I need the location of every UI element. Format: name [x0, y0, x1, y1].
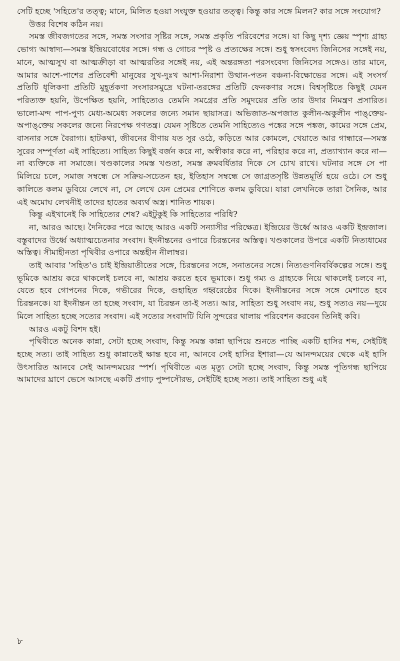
paragraph: সমস্ত জীবজগতের সঙ্গে, সমস্ত সংসার সৃষ্টির সঙ্গে, সমস্ত প্রকৃতি পরিবেশের সঙ্গে। যা কিছু দৃশ্য জ্ঞেয় স্পৃশ্য গ্রাহ্য ভোগ্য আস্বাদ্য—সমস্ত ইন্দ্রিয়বোধের সঙ্গে। গন্ধ ও গোচর স্পৃষ্ট ও প্রত্যক্ষের সঙ্গে। শুধু স্বসংবেদ্য জিনিসের সঙ্গেই নয়, মানে, আত্মসুখ বা আত্মক্রীড়া বা আত্মরতির সঙ্গেই নয়, এই অন্তরঙ্গতা পরসংবেদ্য জিনিসের সঙ্গেও। তার মানে, আমার আশে-পাশের প্রতিবেশী মানুষের সুখ-দুঃখ আশা-নিরাশা উত্থান-পতন বঞ্চনা-বিক্ষোভের সঙ্গে। এই সংসর্গ প্রতিটি ধূলিকণা প্রতিটি মুহূর্তকণা সংসারসমুদ্রে ঘটনা-তরঙ্গের প্রতিটি ফেনকণার সঙ্গে। বিশ্বসৃষ্টিতে কিছুই যেমন পরিত্যক্ত হয়নি, উপেক্ষিত হয়নি, সাহিত্যেও তেমনি সমগ্রের প্রতি সমুদয়ের প্রতি তার উদার নিমন্ত্রণ প্রসারিত। ভালো-মন্দ পাপ-পুণ্য মেধ্য-অমেধ্য সকলের জন্যে সমান ছায়াসত্র। অভিজাত-অপজাত কুলীন-অকুলীন পাঙ্‌ক্তেয়-অপাঙ্‌ক্তেয় সকলের জন্যে নিরপেক্ষ গণতন্ত্র। যেমন সৃষ্টিতে তেমনি সাহিত্যেও পঙ্কের সঙ্গে পঙ্কজ, কামের সঙ্গে প্রেম, বাসনার সঙ্গে বৈরাগ্য। হাটকথা, জীবনের বীণায় যত সুর ওঠে, কড়িতে আর কোমলে, খেয়াতে আর গান্ধারে—সমস্ত সুরের সম্পূর্ণতা এই সাহিত্যে। সাহিত্য কিছুই বর্জন করে না, অস্বীকার করে না, পরিহার করে না, প্রত্যাখ্যান করে না—না ব্যক্তিকে না সমাজে। খণ্ডকালের সমস্ত খণ্ডতা, সমস্ত ক্রমবর্ধিতার দিকে সে চোখ রাখে। ঘটনার সঙ্গে সে পা মিলিয়ে চলে, সমাজ সম্বন্ধে সে সক্রিয়-সচেতন হয়, ইতিহাস সম্বন্ধে সে জাগ্রতসৃষ্টি উন্নতমূর্তি হয়ে ওঠে। সে শুধু কালিতে কলম ডুবিয়ে লেখে না, সে লেখে যেন প্রেমের শোণিতে কলম ডুবিয়ে। যারা লেখনিকে তারা সৈনিক, আর এই অমোঘ লেখনীই তাদের হাতের অব্যর্থ অস্ত্র। শানিত শায়ক।	[17, 31, 387, 207]
paragraph: সেটি হচ্ছে 'সহিতে'র তত্ত্ব; মানে, মিলিত হওয়া সংযুক্ত হওয়ার তত্ত্ব। কিন্তু কার সঙ্গে মিলন? কার সঙ্গে সংযোগ?	[17, 6, 381, 16]
page-number: ৮	[17, 637, 23, 647]
paragraph: পৃথিবীতে অনেক কান্না, সেটা হচ্ছে সংবাদ, কিন্তু সমস্ত কান্না ছাপিয়ে শুনতে পাচ্ছি একটি হাসির শব্দ, সেইটিই হচ্ছে সত্য। তাই সাহিত্য শুধু কান্নাতেই ক্ষান্ত হবে না, আনবে সেই হাসির ইশারা—যে আনন্দময়ের থেকে এই হাসি উৎসারিত আনবে সেই আনন্দময়ের স্পর্শ। পৃথিবীতে এত মৃত্যু সেটা হচ্ছে সংবাদ, কিন্তু সমস্ত পূতিগন্ধ ছাপিয়ে আমাদের ঘ্রাণে ভেসে আসছে একটি প্রগাঢ় পুষ্পসৌরভ, সেইটিই হচ্ছে সত্য। তাই সাহিত্য শুধু এই	[17, 336, 387, 385]
paragraph: উত্তর বিশেষ কঠিন নয়।	[29, 18, 104, 29]
paragraph: আরও একটু বিশদ হই।	[29, 323, 101, 334]
body-text	[17, 5, 387, 386]
paragraph: তাই আবার 'সহিত'ও চাই ইন্দ্রিয়াতীতের সঙ্গে, চিরন্তনের সঙ্গে, সনাতনের সঙ্গে। নিত্যগুণনিবর্বিকল্পের সঙ্গে। শুধু ভূমিকে আশ্রয় করে থাকলেই চলবে না, আশ্রয় করতে হবে ভূমাকে। শুধু গম্য ও গ্রাহ্যকে নিয়ে থাকলেই চলবে না, যেতে হবে গোপনের দিকে, গভীরের দিকে, গুহাহিত গহ্বরেষ্ঠের দিকে। ইদনীন্তনের সঙ্গে সঙ্গে মেশাতে হবে চিরন্তনকে। যা ইদনীন্তন তা হচ্ছে সংবাদ, যা চিরন্তন তা-ই সত্য। আর, সাহিত্য শুধু সংবাদ নয়, শুধু সত্যও নয়—দুয়ে মিলে সাহিত্য হচ্ছে সত্যের সংবাদ। এই সত্যের সংবাদটি যিনি সুন্দরের থালায় পরিবেশন করবেন তিনিই কবি।	[17, 260, 387, 321]
paragraph: না, আরও আছে। দৈনিকের পরে আছে আরও একটি সন্যাসীর পরিক্ষেত্র। ইন্দ্রিয়ের উর্ধ্বে আরও একটি ইন্দ্রজাল। বস্তুবাদের উর্ধ্বে অধ্যাত্মচেতনার সংবাদ। ইদনীন্তনের ওপারে চিরন্তনের অস্তিত্ব। খণ্ডকালের উপরে একটি নিত্যধামের অস্তিত্ব। সীমাহীনতা পৃথিবীর ওপারে অন্তহীন নীলাম্বর।	[17, 221, 387, 258]
paragraph: কিন্তু এইখানেই কি সাহিত্যের শেষ? এইটুকুই কি সাহিত্যের পরিধি?	[29, 209, 238, 220]
